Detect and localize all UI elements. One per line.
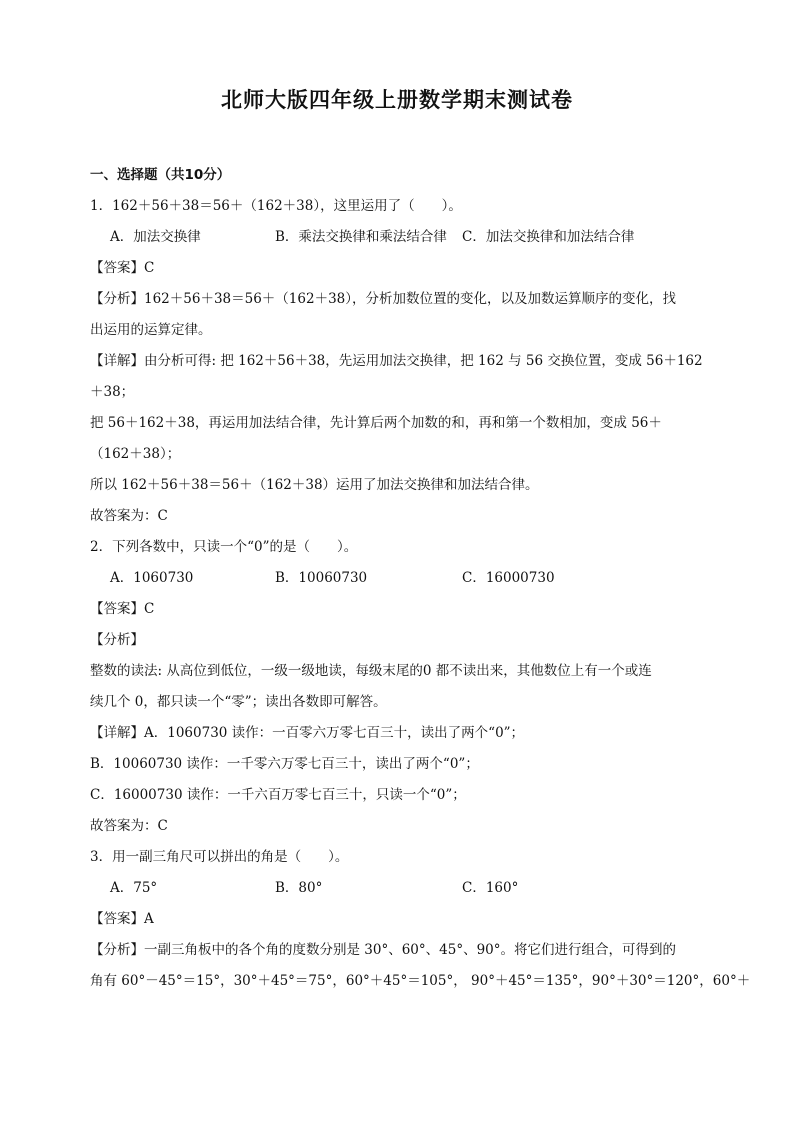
options-row [90, 222, 706, 253]
detail-line: 所以 162＋56＋38＝56＋（162＋38）运用了加法交换律和加法结合律。 [90, 477, 539, 493]
answer-line: 【答案】C [90, 601, 155, 617]
detail-line: 【详解】A．1060730 读作：一百零六万零七百三十，读出了两个“0”； [90, 725, 525, 741]
conclusion-line: 故答案为：C [90, 508, 168, 524]
document-title: 北师大版四年级上册数学期末测试卷 [221, 88, 573, 112]
option-b: B．乘法交换律和乘法结合律 [275, 229, 447, 245]
section-heading: 一、选择题（共10分） [90, 167, 231, 183]
option-b: B．80° [275, 880, 323, 896]
document-body [90, 160, 751, 997]
detail-line: （162＋38）； [90, 446, 181, 462]
analysis-label: 【分析】 [90, 632, 144, 648]
option-b: B．10060730 [275, 570, 368, 586]
answer-line: 【答案】C [90, 260, 155, 276]
detail-line: C．16000730 读作：一千六百万零七百三十，只读一个“0”； [90, 787, 466, 803]
detail-line: 【详解】由分析可得: 把 162＋56＋38，先运用加法交换律，把 162 与 56 交换位置，变成 56＋162 [90, 353, 703, 369]
question-stem: 1．162＋56＋38＝56＋（162＋38），这里运用了（ ）。 [90, 198, 462, 214]
detail-line: ＋38； [90, 384, 135, 400]
conclusion-line: 故答案为：C [90, 818, 168, 834]
question-2 [90, 532, 706, 842]
question-stem: 2．下列各数中，只读一个“0”的是（ ）。 [90, 539, 358, 555]
analysis-line: 【分析】一副三角板中的各个角的度数分别是 30°、60°、45°、90°。将它们进行组合，可得到的 [90, 942, 677, 958]
analysis-line: 续几个 0，都只读一个“零”；读出各数即可解答。 [90, 694, 387, 710]
analysis-line: 角有 60°－45°＝15°，30°＋45°＝75°，60°＋45°＝105°， 90°＋45°＝135°，90°＋30°＝120°，60°＋ [90, 973, 751, 989]
option-a: A．1060730 [110, 570, 194, 586]
detail-line: B．10060730 读作：一千零六万零七百三十，读出了两个“0”； [90, 756, 479, 772]
question-1 [90, 191, 706, 532]
detail-line: 把 56＋162＋38，再运用加法结合律，先计算后两个加数的和，再和第一个数相加，变成 56＋ [90, 415, 662, 431]
option-a: A．加法交换律 [110, 229, 201, 245]
option-c: C．加法交换律和加法结合律 [462, 229, 635, 245]
options-row [90, 563, 706, 594]
option-a: A．75° [110, 880, 158, 896]
analysis-line: 整数的读法: 从高位到低位，一级一级地读，每级末尾的0 都不读出来，其他数位上有一个或连 [90, 663, 652, 679]
analysis-line: 【分析】162＋56＋38＝56＋（162＋38），分析加数位置的变化，以及加数运算顺序的变化，找 [90, 291, 676, 307]
options-row [90, 873, 706, 904]
analysis-line: 出运用的运算定律。 [90, 322, 212, 338]
question-3 [90, 842, 751, 997]
question-stem: 3．用一副三角尺可以拼出的角是（ ）。 [90, 849, 349, 865]
answer-line: 【答案】A [90, 911, 154, 927]
option-c: C．160° [462, 880, 519, 896]
option-c: C．16000730 [462, 570, 555, 586]
